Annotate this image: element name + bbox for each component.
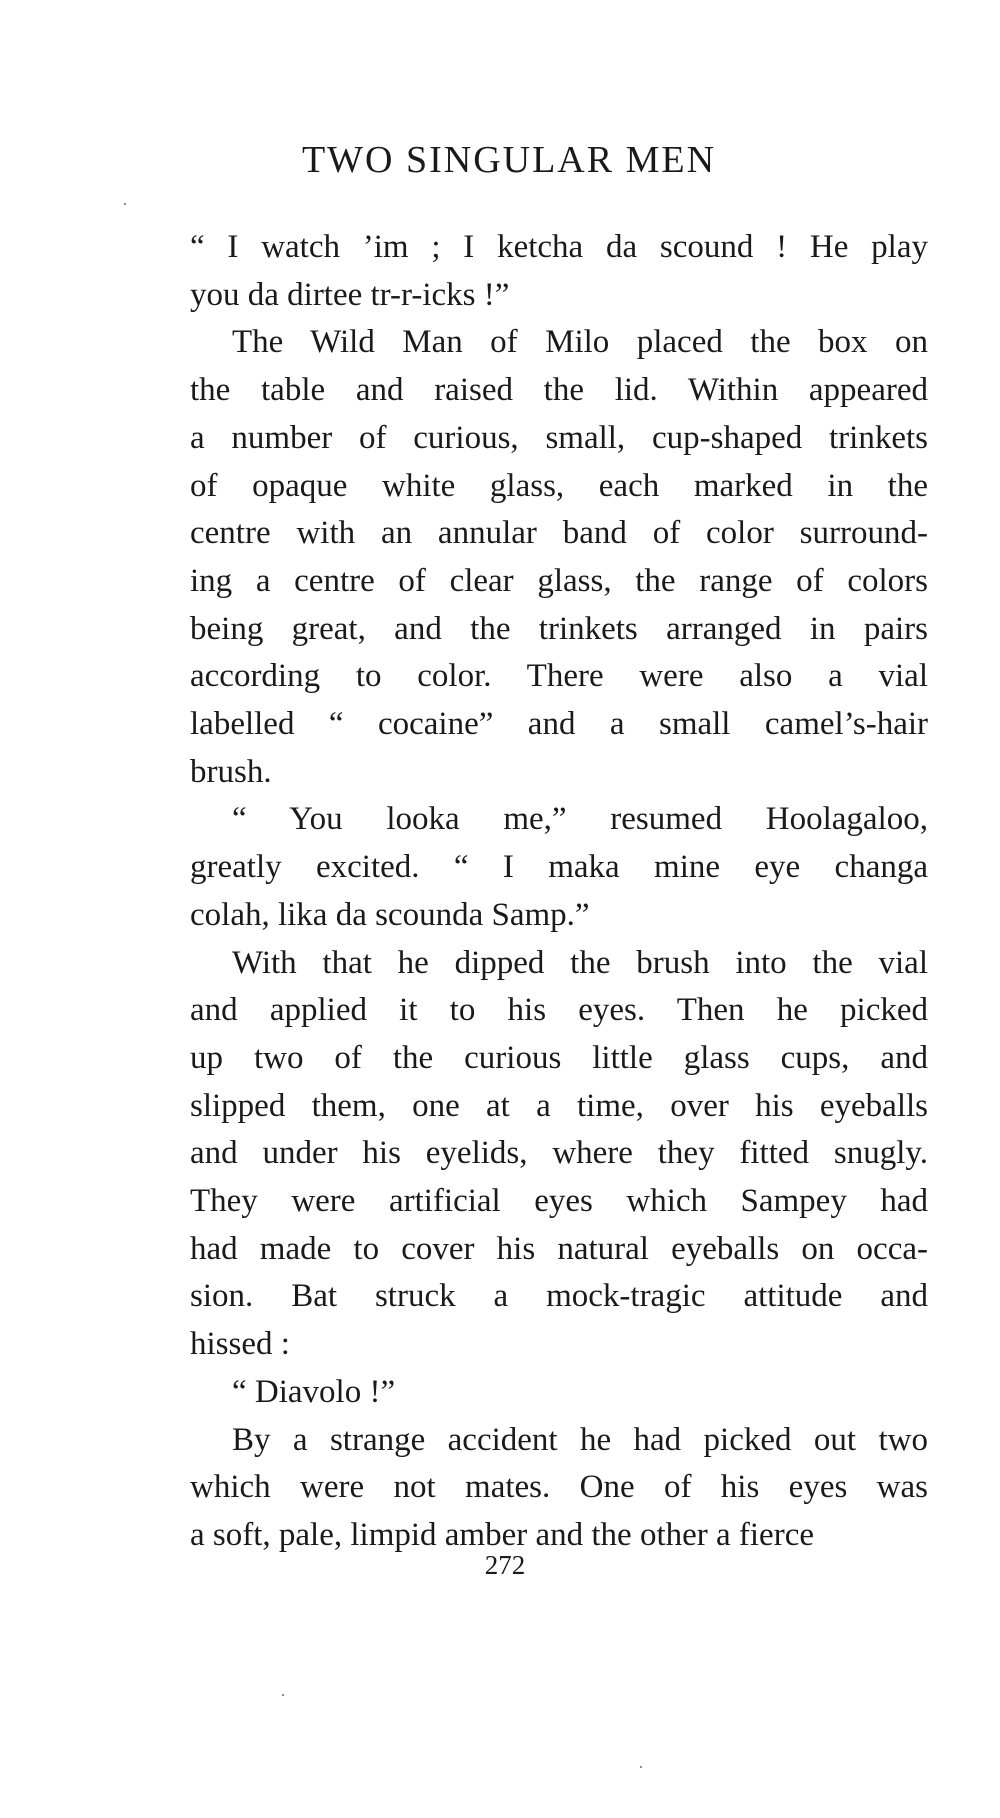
speck-mark [282, 1694, 284, 1696]
text-line: brush. [190, 753, 272, 790]
text-line: according to color. There were also a vial [190, 658, 928, 695]
text-line: of opaque white glass, each marked in the [190, 467, 928, 504]
speck-mark [124, 203, 126, 205]
text-line: and applied it to his eyes. Then he picked [190, 992, 928, 1029]
running-head: TWO SINGULAR MEN [301, 139, 717, 181]
text-line: ing a centre of clear glass, the range of colors [190, 562, 928, 599]
text-line: With that he dipped the brush into the vial [232, 944, 928, 981]
paragraph [190, 319, 928, 796]
text-line: which were not mates. One of his eyes was [190, 1469, 928, 1506]
paragraph [190, 1369, 928, 1417]
text-line: “ I watch ’im ; I ketcha da scound ! He play [190, 229, 928, 265]
text-line: “ You looka me,” resumed Hoolagaloo, [232, 801, 928, 838]
paragraph [190, 224, 928, 319]
text-line: sion. Bat struck a mock-tragic attitude and [190, 1278, 928, 1315]
paragraph [190, 796, 928, 939]
text-line: a soft, pale, limpid amber and the other a fierce [190, 1516, 814, 1553]
page-number: 272 [484, 1550, 526, 1580]
text-line: By a strange accident he had picked out two [232, 1421, 928, 1458]
body-text [190, 224, 928, 1560]
text-line: The Wild Man of Milo placed the box on [232, 324, 928, 361]
text-line: a number of curious, small, cup-shaped trinkets [190, 419, 928, 456]
text-line: hissed : [190, 1326, 290, 1363]
text-line: slipped them, one at a time, over his eyeballs [190, 1087, 928, 1124]
text-line: being great, and the trinkets arranged in pairs [190, 610, 928, 647]
text-line: up two of the curious little glass cups, and [190, 1039, 928, 1076]
text-line: you da dirtee tr-r-icks !” [190, 276, 510, 313]
text-line: and under his eyelids, where they fitted snugly. [190, 1135, 928, 1172]
speck-mark [640, 1766, 642, 1768]
text-line: colah, lika da scounda Samp.” [190, 896, 590, 933]
text-line: centre with an annular band of color surround- [190, 515, 928, 552]
text-line: had made to cover his natural eyeballs on occa- [190, 1230, 928, 1267]
text-line: labelled “ cocaine” and a small camel’s-hair [190, 706, 928, 743]
paragraph [190, 940, 928, 1369]
text-line: They were artificial eyes which Sampey had [190, 1183, 928, 1220]
text-line: the table and raised the lid. Within appeared [190, 372, 928, 409]
text-line: greatly excited. “ I maka mine eye changa [190, 849, 928, 886]
text-line: “ Diavolo !” [232, 1373, 396, 1410]
paragraph [190, 1417, 928, 1560]
